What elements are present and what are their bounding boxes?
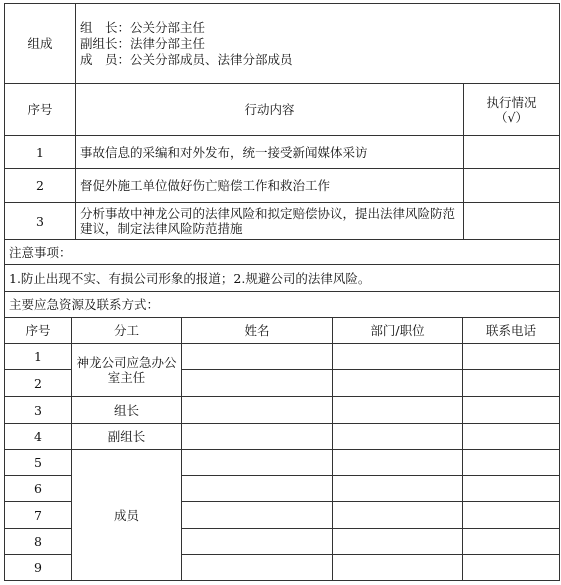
composition-line-deputy: 副组长：法律分部主任 <box>80 35 206 51</box>
contact-row <box>5 344 560 370</box>
contact-row <box>5 397 560 424</box>
contact-name-cell[interactable] <box>182 476 333 502</box>
contact-phone-cell[interactable] <box>463 344 560 370</box>
composition-line-members: 成 员：公关分部成员、法律分部成员 <box>80 51 293 67</box>
contact-role-members: 成员 <box>72 450 182 581</box>
contact-dept-cell[interactable] <box>333 370 463 397</box>
contact-name-cell[interactable] <box>182 344 333 370</box>
contact-row-no: 1 <box>5 344 72 370</box>
composition-label: 组成 <box>5 4 76 84</box>
contacts-header-no: 序号 <box>5 318 72 344</box>
contact-phone-cell[interactable] <box>463 370 560 397</box>
contact-dept-cell[interactable] <box>333 397 463 424</box>
contact-row-no: 5 <box>5 450 72 476</box>
contact-name-cell[interactable] <box>182 529 333 555</box>
contact-row-no: 7 <box>5 502 72 529</box>
notes-title-row <box>5 240 560 265</box>
contacts-title: 主要应急资源及联系方式： <box>5 292 560 318</box>
contact-row <box>5 450 560 476</box>
notes-title: 注意事项： <box>5 240 560 265</box>
contact-name-cell[interactable] <box>182 502 333 529</box>
composition-members <box>76 4 560 84</box>
contact-name-cell[interactable] <box>182 424 333 450</box>
action-row-status[interactable] <box>464 169 560 203</box>
contact-dept-cell[interactable] <box>333 476 463 502</box>
contact-phone-cell[interactable] <box>463 555 560 581</box>
contact-phone-cell[interactable] <box>463 397 560 424</box>
contact-dept-cell[interactable] <box>333 344 463 370</box>
contact-phone-cell[interactable] <box>463 529 560 555</box>
contact-role-office-director: 神龙公司应急办公室主任 <box>72 344 182 397</box>
action-header-no: 序号 <box>5 84 76 136</box>
contacts-header-dept: 部门/职位 <box>333 318 463 344</box>
action-row-content: 事故信息的采编和对外发布，统一接受新闻媒体采访 <box>76 136 464 169</box>
notes-text-row <box>5 265 560 292</box>
contact-row-no: 8 <box>5 529 72 555</box>
contacts-header-name: 姓名 <box>182 318 333 344</box>
contacts-header-phone: 联系电话 <box>463 318 560 344</box>
action-row <box>5 203 560 240</box>
composition-line-leader: 组 长：公关分部主任 <box>80 19 206 35</box>
contact-role-deputy-leader: 副组长 <box>72 424 182 450</box>
plan-table <box>4 3 560 318</box>
contact-row-no: 6 <box>5 476 72 502</box>
contact-role-leader: 组长 <box>72 397 182 424</box>
contact-dept-cell[interactable] <box>333 555 463 581</box>
action-row-status[interactable] <box>464 203 560 240</box>
action-header-row <box>5 84 560 136</box>
contacts-header-role: 分工 <box>72 318 182 344</box>
action-row-no: 1 <box>5 136 76 169</box>
contact-dept-cell[interactable] <box>333 529 463 555</box>
action-header-status: 执行情况 （√） <box>464 84 560 136</box>
action-row <box>5 169 560 203</box>
contact-row-no: 9 <box>5 555 72 581</box>
composition-row <box>5 4 560 84</box>
notes-text: 1.防止出现不实、有损公司形象的报道；2.规避公司的法律风险。 <box>5 265 560 292</box>
contact-dept-cell[interactable] <box>333 450 463 476</box>
contact-row-no: 2 <box>5 370 72 397</box>
contacts-title-row <box>5 292 560 318</box>
contact-phone-cell[interactable] <box>463 502 560 529</box>
contacts-header-row <box>5 318 560 344</box>
contact-phone-cell[interactable] <box>463 450 560 476</box>
contact-name-cell[interactable] <box>182 370 333 397</box>
action-row-no: 2 <box>5 169 76 203</box>
contacts-table <box>4 317 560 581</box>
contact-row-no: 3 <box>5 397 72 424</box>
action-row-content: 督促外施工单位做好伤亡赔偿工作和救治工作 <box>76 169 464 203</box>
contact-name-cell[interactable] <box>182 555 333 581</box>
contact-row <box>5 424 560 450</box>
contact-name-cell[interactable] <box>182 450 333 476</box>
contact-phone-cell[interactable] <box>463 424 560 450</box>
contact-dept-cell[interactable] <box>333 502 463 529</box>
action-row-status[interactable] <box>464 136 560 169</box>
action-row-content: 分析事故中神龙公司的法律风险和拟定赔偿协议，提出法律风险防范建议，制定法律风险防范措施 <box>76 203 464 240</box>
contact-dept-cell[interactable] <box>333 424 463 450</box>
contact-name-cell[interactable] <box>182 397 333 424</box>
contact-phone-cell[interactable] <box>463 476 560 502</box>
action-header-content: 行动内容 <box>76 84 464 136</box>
contact-row-no: 4 <box>5 424 72 450</box>
action-row-no: 3 <box>5 203 76 240</box>
action-row <box>5 136 560 169</box>
